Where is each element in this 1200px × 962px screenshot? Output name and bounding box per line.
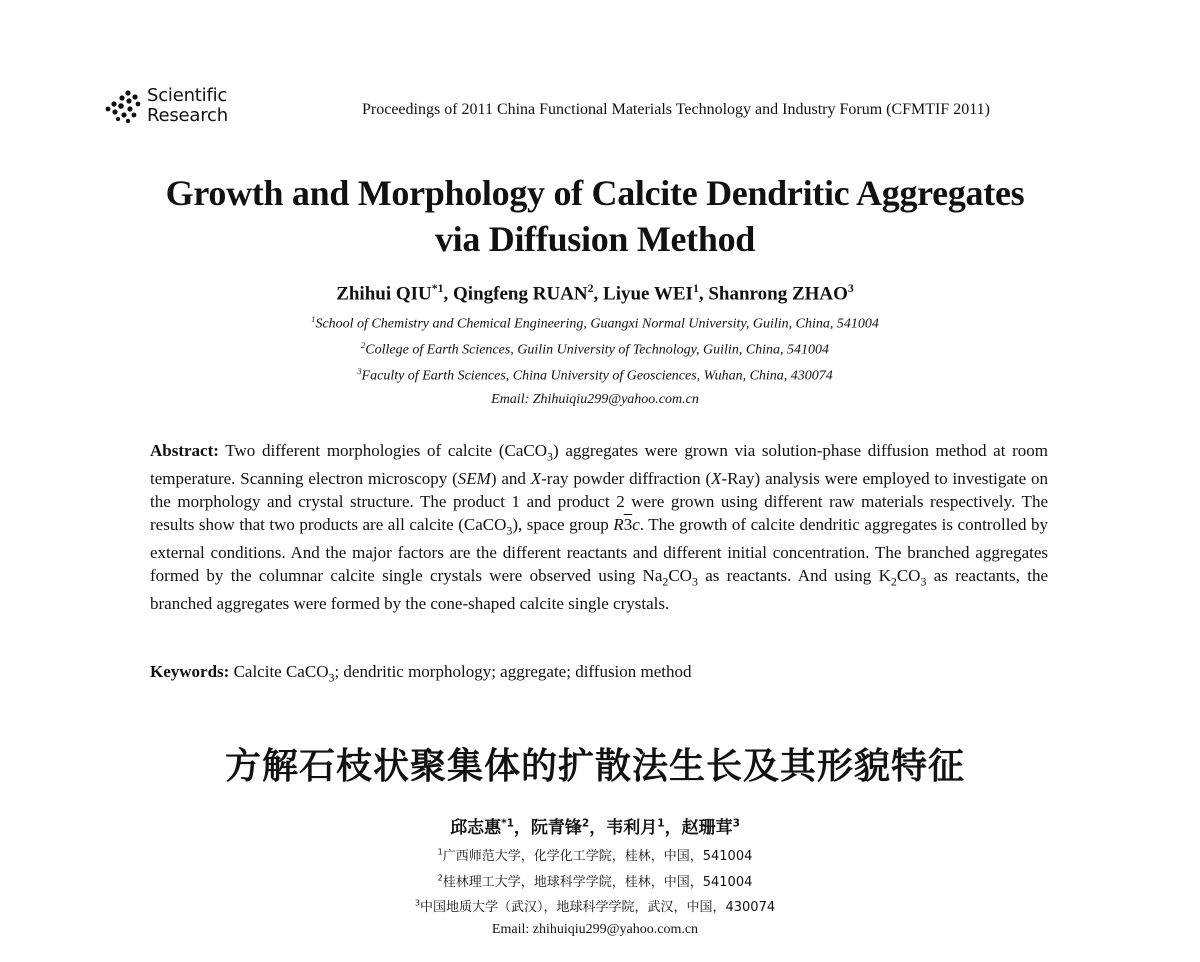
abstract-text: Two different morphologies of calcite (CaCO [218,441,548,460]
affiliation-sup: 1 [311,314,316,324]
cn-author-name: 阮青锋 [530,818,582,838]
logo-dots-icon [104,88,144,124]
cn-author-sup: 3 [732,817,740,830]
cn-author-sep: ， [664,818,682,838]
cn-affiliation-1 [100,845,1090,864]
author-sup: 2 [587,282,594,295]
keywords [150,662,1048,685]
cn-author-name: 赵珊茸 [681,818,733,838]
space-group-bar-three: 3 [623,514,633,534]
abstract-sub: 2 [890,574,897,589]
cn-author-name: 邱志惠 [450,818,502,838]
affiliation-sup: 3 [357,366,362,376]
abstract-label: Abstract: [150,441,219,460]
author-name: Liyue WEI [603,283,693,305]
abstract-sub: 3 [506,523,513,538]
abstract-sub: 3 [547,449,553,464]
affiliation-1 [100,314,1090,333]
cn-affiliation-sup: 2 [437,873,443,883]
publisher-logo [104,86,228,126]
abstract-italic: X [711,469,722,489]
cn-author-sup: 1 [657,817,665,830]
keywords-sub: 3 [328,670,335,685]
affiliation-text: College of Earth Sciences, Guilin University of Technology, Guilin, China, 541004 [365,342,830,358]
logo-line-scientific: Scientific [147,85,228,106]
abstract-sub: 3 [920,574,927,589]
abstract [150,440,1048,616]
abstract-text: CO [668,565,692,585]
cn-author-name: 韦利月 [606,818,658,838]
affiliation-2 [100,340,1090,359]
abstract-text: as reactants. And using K [697,565,891,585]
affiliation-sup: 2 [360,340,366,350]
cn-author-sep: ， [589,818,607,838]
paper-title [100,170,1090,262]
title-line-1: Growth and Morphology of Calcite Dendritic Aggregates [165,173,1025,213]
title-line-2: via Diffusion Method [434,219,756,259]
abstract-sub: 3 [691,574,698,589]
keywords-text: Calcite CaCO [229,662,329,681]
author-sep: , [593,283,604,305]
author-name: Shanrong ZHAO [708,283,848,305]
keywords-text: ; dendritic morphology; aggregate; diffusion method [334,662,692,681]
space-group-symbol: c [632,514,640,534]
affiliation-3 [100,366,1090,385]
cn-affiliation-text: 中国地质大学（武汉），地球科学学院，武汉，中国，430074 [419,900,776,915]
abstract-text: . The growth of calcite dendritic aggregates is controlled by external conditions. And the major factors are the different reactants and different initial concentration. The branched aggregates formed by the columnar calcite single crystals were observed using Na [150,514,1048,585]
chinese-author-list [100,813,1090,838]
abstract-text: ) and [490,469,531,489]
cn-affiliation-sup: 3 [414,898,420,908]
abstract-text: as reactants, the branched aggregates were formed by the cone-shaped calcite single crystals. [150,565,1048,613]
cn-affiliation-3 [100,896,1090,915]
cn-affiliation-text: 广西师范大学，化学化工学院，桂林，中国，541004 [442,849,753,864]
keywords-label: Keywords: [150,662,230,681]
abstract-text: ) aggregates were grown via solution-phase diffusion method at room temperature. Scanning electron microscopy ( [150,441,1049,489]
author-name: Zhihui QIU [336,283,432,305]
author-list [100,282,1090,305]
space-group-symbol: R [613,514,624,534]
cn-affiliation-2 [100,871,1090,890]
abstract-italic: SEM [457,469,491,489]
cn-affiliation-text: 桂林理工大学，地球科学学院，桂林，中国，541004 [442,875,753,890]
author-name: Qingfeng RUAN [453,283,588,305]
chinese-title: 方解石枝状聚集体的扩散法生长及其形貌特征 [224,746,965,787]
affiliation-text: Faculty of Earth Sciences, China University of Geosciences, Wuhan, China, 430074 [361,368,833,384]
abstract-italic: X [530,469,542,489]
cn-author-sup: 2 [581,817,590,830]
author-sep: , [698,283,709,305]
cn-affiliation-sup: 1 [437,847,443,857]
abstract-text: CO [896,565,921,585]
author-sup: 3 [847,282,854,295]
logo-line-research: Research [147,105,228,126]
abstract-sub: 2 [662,574,669,589]
email-address[interactable]: Email: Zhihuiqiu299@yahoo.com.cn [491,392,699,407]
cn-author-sep: ， [513,818,531,838]
author-sup: *1 [431,282,444,295]
abstract-text: ), space group [512,514,614,534]
abstract-text: -ray powder diffraction ( [541,469,712,489]
proceedings-header: Proceedings of 2011 China Functional Materials Technology and Industry Forum (CFMTIF 2011) [362,101,990,118]
author-sep: , [443,283,454,305]
affiliation-text: School of Chemistry and Chemical Engineering, Guangxi Normal University, Guilin, China, 541004 [315,316,879,332]
cn-author-sup: *1 [501,817,514,830]
cn-email-address[interactable]: Email: zhihuiqiu299@yahoo.com.cn [491,922,699,937]
abstract-text: -Ray) analysis were employed to investigate on the morphology and crystal structure. The product 1 and product 2 were grown using different raw materials respectively. The results show that two products are all calcite (CaCO [150,469,1048,534]
author-sup: 1 [692,282,699,295]
